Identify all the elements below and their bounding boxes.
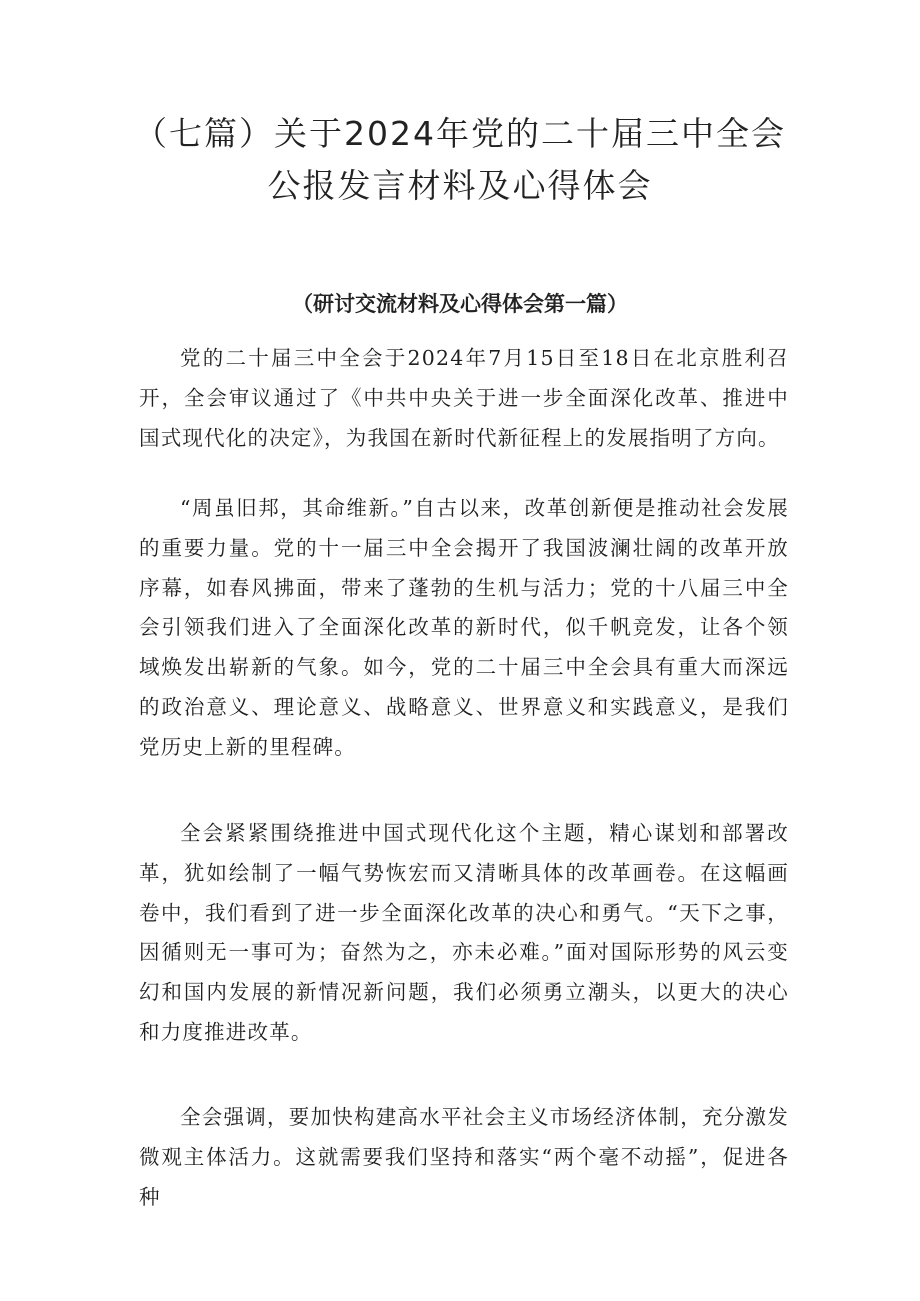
paragraph-4: 全会强调，要加快构建高水平社会主义市场经济体制，充分激发微观主体活力。这就需要我们坚持和落实“两个毫不动摇”，促进各种 — [139, 1105, 789, 1209]
paragraph-1: 党的二十届三中全会于2024年7月15日至18日在北京胜利召开，全会审议通过了《中共中央关于进一步全面深化改革、推进中国式现代化的决定》，为我国在新时代新征程上的发展指明了方向。 — [139, 346, 789, 450]
paragraph-3: 全会紧紧围绕推进中国式现代化这个主题，精心谋划和部署改革，犹如绘制了一幅气势恢宏而又清晰具体的改革画卷。在这幅画卷中，我们看到了进一步全面深化改革的决心和勇气。“天下之事，因循则无一事可为；奋然为之，亦未必难。”面对国际形势的风云变幻和国内发展的新情况新问题，我们必须勇立潮头，以更大的决心和力度推进改革。 — [139, 821, 789, 1044]
document-title-line-2: 公报发言材料及心得体会 — [267, 166, 653, 205]
document-title-line-1: （七篇）关于2024年党的二十届三中全会 — [134, 114, 786, 153]
section-heading: （研讨交流材料及心得体会第一篇） — [292, 292, 628, 316]
paragraph-2: “周虽旧邦，其命维新。”自古以来，改革创新便是推动社会发展的重要力量。党的十一届三中全会揭开了我国波澜壮阔的改革开放序幕，如春风拂面，带来了蓬勃的生机与活力；党的十八届三中全会引领我们进入了全面深化改革的新时代，似千帆竞发，让各个领域焕发出崭新的气象。如今，党的二十届三中全会具有重大而深远的政治意义、理论意义、战略意义、世界意义和实践意义，是我们党历史上新的里程碑。 — [139, 496, 789, 759]
